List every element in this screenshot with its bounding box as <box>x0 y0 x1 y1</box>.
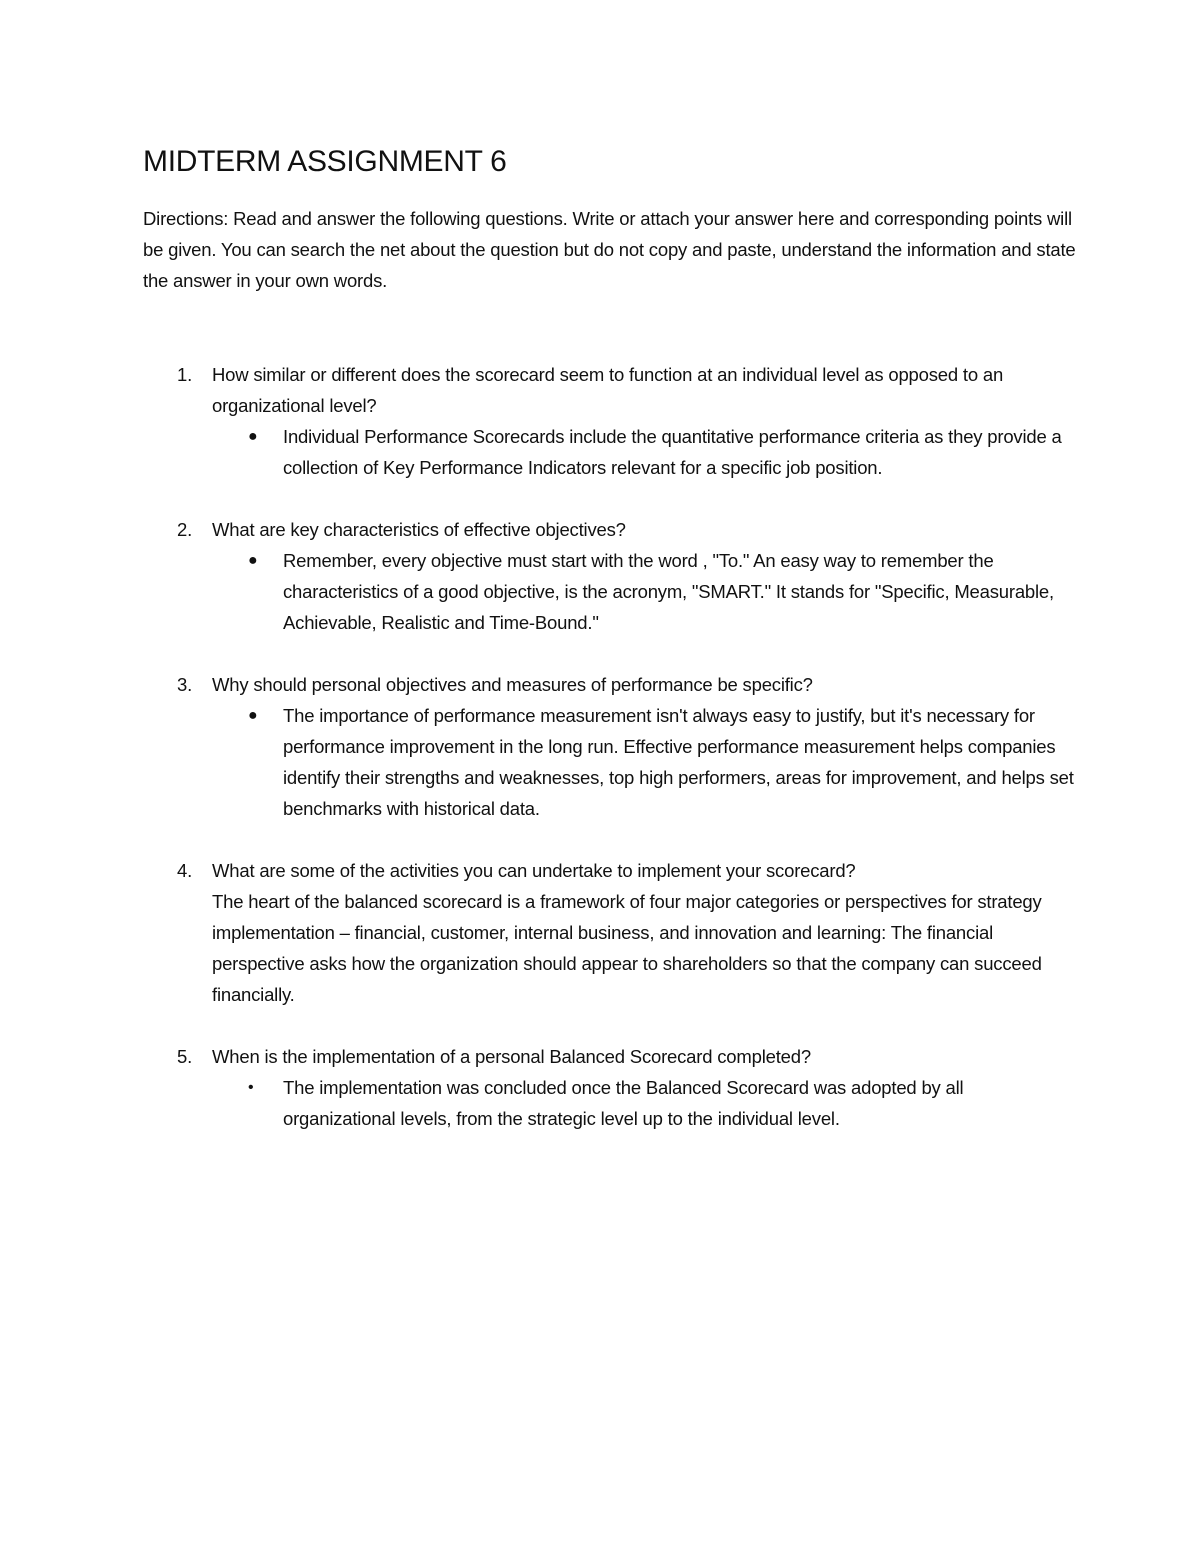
question-number: 3. <box>177 674 193 695</box>
answer-bullet-item <box>212 545 1078 638</box>
directions-paragraph: Directions: Read and answer the following questions. Write or attach your answer here and corresponding points will be given. You can search the net about the question but do not copy and paste, understand the information and state the answer in your own words. <box>143 208 1076 291</box>
question-number: 1. <box>177 364 193 385</box>
question-item-2 <box>143 514 1078 638</box>
bullet-icon: ● <box>248 707 258 724</box>
bullet-icon: ● <box>248 428 258 445</box>
question-item-4 <box>143 855 1078 1010</box>
document-title: MIDTERM ASSIGNMENT 6 <box>143 145 507 178</box>
question-number: 2. <box>177 519 193 540</box>
bullet-icon: ● <box>248 552 258 569</box>
question-item-3 <box>143 669 1078 824</box>
answer-text: The importance of performance measurement isn't always easy to justify, but it's necessary for performance improvement in the long run. Effective performance measurement helps companies identify their strengths and weaknesses, top high performers, areas for improvement, and helps set benchmarks with historical data. <box>283 705 1074 819</box>
answer-text: Individual Performance Scorecards include the quantitative performance criteria as they provide a collection of Key Performance Indicators relevant for a specific job position. <box>283 426 1062 478</box>
question-list <box>143 359 1078 1134</box>
question-text: How similar or different does the scorecard seem to function at an individual level as opposed to an organizational level? <box>212 364 1004 416</box>
question-item-5 <box>143 1041 1078 1134</box>
answer-text: The heart of the balanced scorecard is a framework of four major categories or perspectives for strategy implementation – financial, customer, internal business, and innovation and learning: The financial perspective asks how the organization should appear to shareholders so that the company can succeed financially. <box>212 891 1042 1005</box>
question-text: What are key characteristics of effective objectives? <box>212 519 626 540</box>
bullet-icon: • <box>248 1079 254 1096</box>
answer-bullet-item <box>212 700 1078 824</box>
question-text: What are some of the activities you can undertake to implement your scorecard? <box>212 860 856 881</box>
question-number: 5. <box>177 1046 193 1067</box>
answer-bullet-item <box>212 421 1078 483</box>
question-text: When is the implementation of a personal Balanced Scorecard completed? <box>212 1046 811 1067</box>
answer-bullet-item <box>212 1072 1078 1134</box>
question-text: Why should personal objectives and measures of performance be specific? <box>212 674 813 695</box>
question-number: 4. <box>177 860 193 881</box>
answer-text: Remember, every objective must start with the word , "To." An easy way to remember the characteristics of a good objective, is the acronym, "SMART." It stands for "Specific, Measurable, Achievable, Realistic and Time-Bound." <box>283 550 1054 633</box>
question-item-1 <box>143 359 1078 483</box>
answer-text: The implementation was concluded once the Balanced Scorecard was adopted by all organizational levels, from the strategic level up to the individual level. <box>283 1077 964 1129</box>
